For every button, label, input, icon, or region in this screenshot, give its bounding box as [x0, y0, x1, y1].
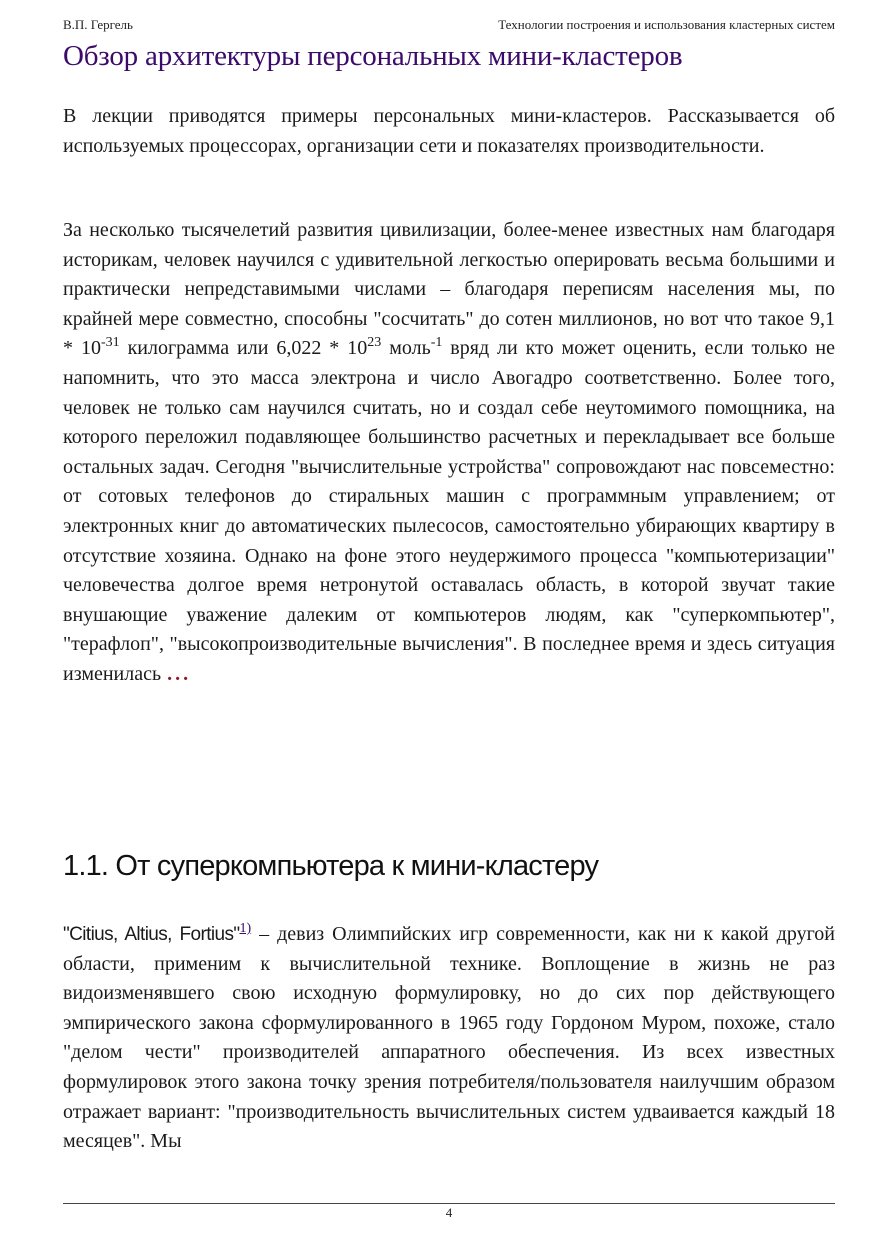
para-text: вряд ли кто может оценить, если только не напомнить, что это масса электрона и число Авогадро соответственно. Более того, человек не только сам научился считать, но и создал себе неутомимого помощника, на которого переложил подавляющее большинство расчетных и перекладывает все больше остальных задач. Сегодня "вычислительные устройства" сопровождают нас повсеместно: от сотовых телефонов до стиральных машин с программным управлением; от электронных книг до автоматических пылесосов, самостоятельно убирающих квартиру в отсутствие хозяина. Однако на фоне этого неудержимого процесса "компьютеризации" человечества долгое время нетронутой оставалась область, в которой звучат такие внушающие уважение далеким от компьютеров людям, как "суперкомпьютер", "терафлоп", "высокопроизводительные вычисления". В последнее время и здесь ситуация изменилась — [63, 337, 836, 685]
motto-quote: "Citius, Altius, Fortius" — [63, 924, 240, 945]
running-header — [63, 17, 835, 35]
body-paragraph-1 — [63, 216, 835, 690]
footer-divider — [63, 1203, 835, 1204]
intro-paragraph: В лекции приводятся примеры персональных мини-кластеров. Рассказывается об используемых процессорах, организации сети и показателях производительности. — [63, 105, 835, 157]
continuation-ellipsis: ... — [167, 662, 192, 685]
footnote-link[interactable]: 1) — [239, 921, 252, 936]
header-author: В.П. Гергель — [63, 17, 133, 32]
body-paragraph-2 — [63, 920, 835, 1157]
page-number: 4 — [445, 1205, 453, 1220]
exponent: -1 — [430, 335, 443, 351]
para-text: килограмма или 6,022 * 10 — [119, 337, 368, 360]
document-page — [63, 0, 835, 1241]
chapter-title: Обзор архитектуры персональных мини-кластеров — [63, 40, 683, 72]
exponent: -31 — [100, 335, 120, 351]
para-text: За несколько тысячелетий развития цивилизации, более-менее известных нам благодаря историкам, человек научился с удивительной легкостью оперировать весьма большими и практически непредставимыми числами – благодаря переписям населения мы, по крайней мере совместно, способны "сосчитать" до сотен миллионов, но вот что такое 9,1 * 10 — [63, 219, 835, 360]
exponent: 23 — [367, 335, 382, 351]
header-book-title: Технологии построения и использования кластерных систем — [498, 17, 835, 32]
para-text: моль — [381, 337, 431, 360]
section-heading: 1.1. От суперкомпьютера к мини-кластеру — [63, 850, 599, 882]
para-text: – девиз Олимпийских игр современности, как ни к какой другой области, применим к вычислительной технике. Воплощение в жизнь не раз видоизменявшего свою исходную формулировку, но до сих пор действующего эмпирического закона сформулированного в 1965 году Гордоном Муром, похоже, стало "делом чести" производителей аппаратного обеспечения. Из всех известных формулировок этого закона точку зрения потребителя/пользователя наилучшим образом отражает вариант: "производительность вычислительных систем удваивается каждый 18 месяцев". Мы — [63, 923, 835, 1153]
